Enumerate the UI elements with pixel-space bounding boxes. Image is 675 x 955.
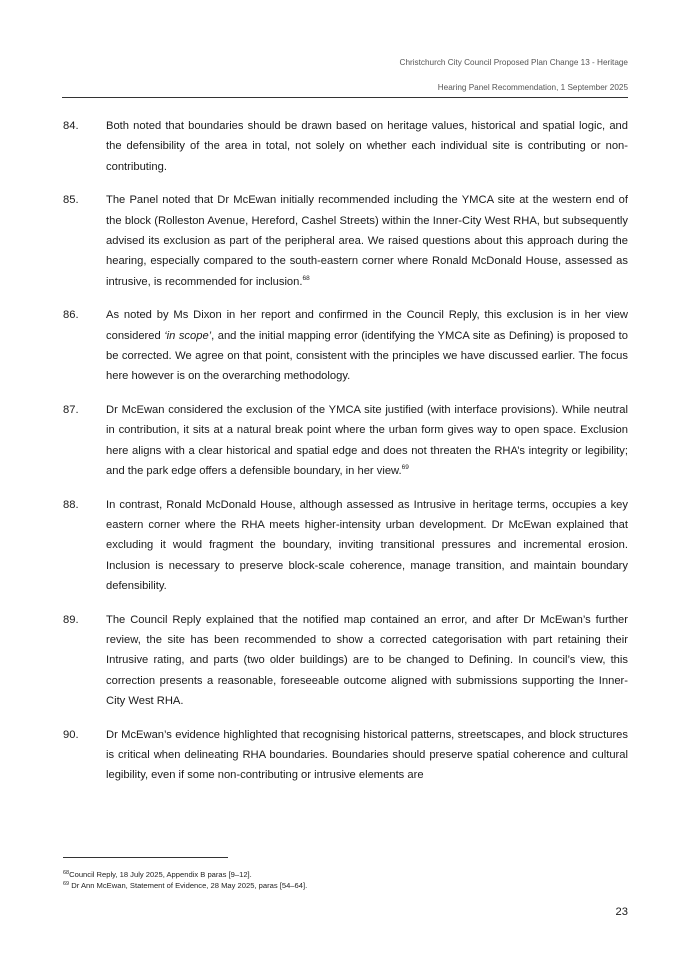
paragraph-84 [63,116,628,177]
footnote-69 [63,881,307,890]
paragraph-85 [63,190,628,292]
paragraph-text: The Council Reply explained that the notified map contained an error, and after Dr McEwan’s further review, the site has been recommended to show a corrected categorisation with part retaining their Intrusive rating, and parts (two older buildings) are to be changed to Defining. In council’s view, this correction presents a reasonable, foreseeable outcome aligned with submissions supporting the Inner-City West RHA. [106,613,628,708]
footnote-number: 69 [63,881,70,887]
header-title: Christchurch City Council Proposed Plan Change 13 - Heritage [399,58,628,67]
footnote-68 [63,870,252,879]
footnote-ref: 69 [401,464,409,472]
paragraph-emphasis: ‘in scope’ [164,329,212,342]
footnote-text: Council Reply, 18 July 2025, Appendix B paras [9–12]. [69,870,252,879]
paragraph-text-cont: , and the initial mapping error (identifying the YMCA site as Defining) is proposed to be corrected. We agree on that point, consistent with the principles we have discussed earlier. The focus here however is on the overarching methodology. [106,329,629,383]
paragraph-87 [63,400,628,482]
paragraph-number: 90. [63,728,79,741]
footnote-text: Dr Ann McEwan, Statement of Evidence, 28 May 2025, paras [54–64]. [69,881,308,890]
header-divider [62,97,628,98]
paragraph-number: 87. [63,403,79,416]
body-paragraphs [63,116,628,799]
paragraph-88 [63,495,628,597]
paragraph-text: Dr McEwan’s evidence highlighted that recognising historical patterns, streetscapes, and block structures is critical when delineating RHA boundaries. Boundaries should preserve spatial coherence and cultural legibility, even if some non-contributing or intrusive elements are [106,728,628,782]
paragraph-number: 85. [63,194,79,207]
header-subtitle: Hearing Panel Recommendation, 1 September 2025 [437,83,628,92]
paragraph-number: 86. [63,309,79,322]
paragraph-text: In contrast, Ronald McDonald House, although assessed as Intrusive in heritage terms, occupies a key eastern corner where the RHA meets higher-intensity urban development. Dr McEwan explained that excluding it would fragment the boundary, inviting transitional pressures and incremental erosion. Inclusion is necessary to preserve block-scale coherence, manage transition, and maintain boundary defensibility. [106,498,628,593]
paragraph-86 [63,305,628,387]
page-number: 23 [615,906,628,918]
paragraph-90 [63,725,628,786]
paragraph-text: As noted by Ms Dixon in her report and confirmed in the Council Reply, this exclusion is in her view considered [106,309,628,342]
footnote-ref: 68 [302,274,310,282]
paragraph-number: 88. [63,498,79,511]
footnote-number: 68 [63,870,70,876]
footnote-divider [63,857,228,858]
paragraph-number: 89. [63,613,79,626]
paragraph-text: The Panel noted that Dr McEwan initially recommended including the YMCA site at the western end of the block (Rolleston Avenue, Hereford, Cashel Streets) within the Inner-City West RHA, but subsequently advised its exclusion as part of the peripheral area. We raised questions about this approach during the hearing, especially compared to the south-eastern corner where Ronald McDonald House, assessed as intrusive, is recommended for inclusion. [106,194,628,288]
paragraph-text: Dr McEwan considered the exclusion of the YMCA site justified (with interface provisions). While neutral in contribution, it sits at a natural break point where the urban form gives way to open space. Exclusion here aligns with a clear historical and spatial edge and does not threaten the RHA’s integrity or legibility; and the park edge offers a defensible boundary, in her view. [106,403,628,478]
paragraph-number: 84. [63,120,79,132]
paragraph-text: Both noted that boundaries should be drawn based on heritage values, historical and spatial logic, and the defensibility of the area in total, not solely on whether each individual site is contributing or non-contributing. [106,120,628,173]
paragraph-89 [63,610,628,712]
